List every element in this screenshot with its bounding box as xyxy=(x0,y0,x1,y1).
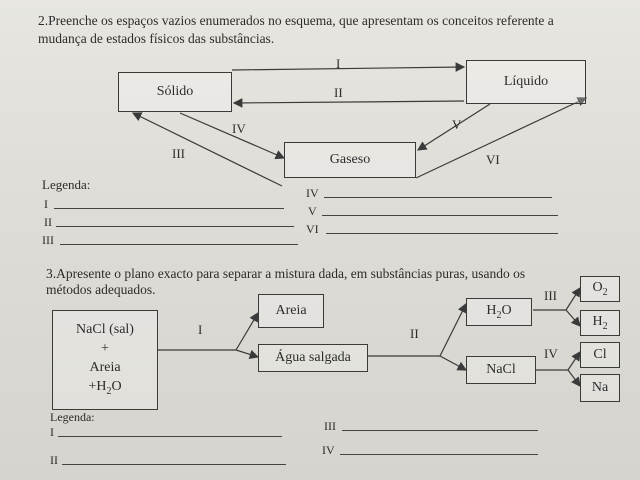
state-solid-box xyxy=(118,72,232,112)
q2-legend-III-label: III xyxy=(42,233,54,247)
mixture-line-nacl: NaCl (sal) xyxy=(76,321,134,337)
q2-legend-II-label: II xyxy=(44,215,52,229)
flow-to-h2o xyxy=(440,304,466,356)
mixture-line-plus: + xyxy=(101,340,109,356)
cl-label: Cl xyxy=(593,347,607,362)
mixture-line-areia: Areia xyxy=(89,359,121,375)
agua-salgada-label: Água salgada xyxy=(275,350,351,365)
q3-legend-I-label: I xyxy=(50,425,54,439)
flow-to-cl xyxy=(568,352,580,370)
agua-salgada-box xyxy=(258,344,368,372)
state-liquid-box xyxy=(466,60,586,104)
q3-legend-II-label: II xyxy=(50,453,58,467)
flow-to-nacl xyxy=(440,356,466,370)
q2-legend-II-blank[interactable] xyxy=(56,226,294,227)
h2-box xyxy=(580,310,620,336)
flow-to-na xyxy=(568,370,580,386)
label-V: V xyxy=(452,117,462,132)
arrow-I xyxy=(232,67,464,70)
q3-legend-III-blank[interactable] xyxy=(342,430,538,431)
step-III-label: III xyxy=(544,288,557,303)
q2-legend-V-blank[interactable] xyxy=(322,215,558,216)
na-label: Na xyxy=(591,380,609,395)
flow-to-agua xyxy=(236,350,258,357)
q3-legend-II-blank[interactable] xyxy=(62,464,286,465)
label-VI: VI xyxy=(486,152,500,167)
q2-legend-III-blank[interactable] xyxy=(60,244,298,245)
h2o-box xyxy=(466,298,532,326)
q2-legend-V-label: V xyxy=(308,204,317,218)
state-liquid-label: Líquido xyxy=(503,74,549,89)
label-II: II xyxy=(334,85,343,100)
o2-label: $O_2$ xyxy=(592,280,608,298)
state-gas-box xyxy=(284,142,416,178)
arrow-VI xyxy=(416,98,586,178)
flow-to-o2 xyxy=(566,288,580,310)
mixture-box xyxy=(52,310,158,410)
step-I-label: I xyxy=(198,322,203,337)
q3-legend-III-label: III xyxy=(324,419,336,433)
q3-prompt-line2: métodos adequados. xyxy=(46,282,156,297)
flow-to-h2 xyxy=(566,310,580,326)
na-box xyxy=(580,374,620,402)
h2o-label: $H_2O$ xyxy=(486,303,512,321)
label-III: III xyxy=(172,146,185,161)
q2-legend-IV-blank[interactable] xyxy=(324,197,552,198)
h2-label: $H_2$ xyxy=(592,314,608,332)
label-I: I xyxy=(336,56,341,71)
mixture-line-water: $+H_2O$ xyxy=(88,378,122,397)
cl-box xyxy=(580,342,620,368)
q2-legend-I-blank[interactable] xyxy=(54,208,284,209)
state-solid-label: Sólido xyxy=(156,84,194,99)
o2-box xyxy=(580,276,620,302)
q2-legend-VI-label: VI xyxy=(306,222,319,236)
areia-label: Areia xyxy=(275,303,307,318)
q2-legend-VI-blank[interactable] xyxy=(326,233,558,234)
q2-prompt-line1: 2.Preenche os espaços vazios enumerados no esquema, que apresentam os conceitos referente a xyxy=(38,13,554,28)
nacl-box xyxy=(466,356,536,384)
arrow-III xyxy=(133,113,282,186)
areia-box xyxy=(258,294,324,328)
q3-legend-I-blank[interactable] xyxy=(58,436,282,437)
q3-legend-IV-blank[interactable] xyxy=(340,454,538,455)
state-gas-label: Gaseso xyxy=(329,152,371,167)
label-IV: IV xyxy=(232,121,246,136)
step-II-label: II xyxy=(410,326,419,341)
q2-legend-IV-label: IV xyxy=(306,186,319,200)
step-IV-label: IV xyxy=(544,346,558,361)
q2-legend-I-label: I xyxy=(44,197,48,211)
q3-legend-title: Legenda: xyxy=(50,410,95,424)
flow-to-areia xyxy=(236,313,258,350)
q3-legend-IV-label: IV xyxy=(322,443,335,457)
q2-prompt-line2: mudança de estados físicos das substâncias. xyxy=(38,31,275,46)
q2-legend-title: Legenda: xyxy=(42,177,91,192)
arrow-II xyxy=(234,101,464,103)
nacl-label: NaCl xyxy=(486,362,516,377)
q3-prompt-line1: 3.Apresente o plano exacto para separar a mistura dada, em substâncias puras, usando os xyxy=(46,266,526,281)
